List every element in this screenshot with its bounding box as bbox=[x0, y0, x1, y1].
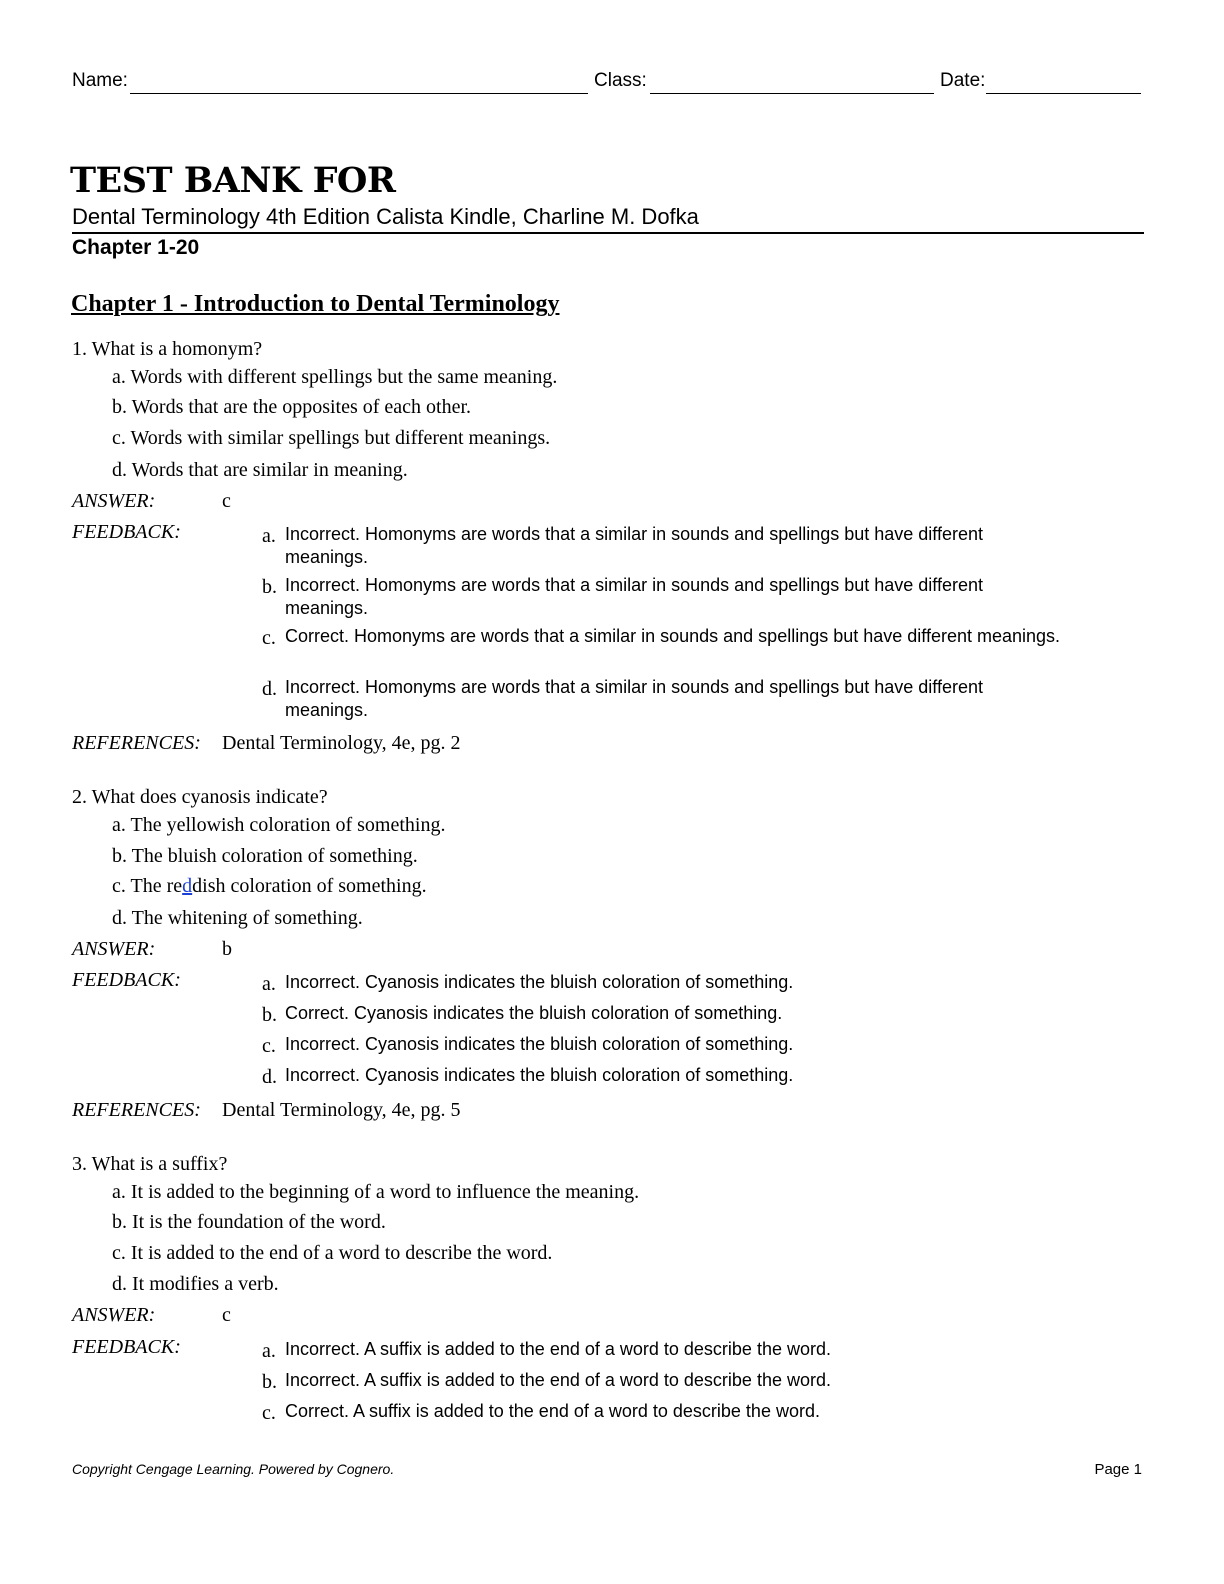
option-c-part: dish coloration of something. bbox=[192, 875, 427, 897]
name-label: Name: bbox=[72, 70, 128, 91]
feedback-letter: c. bbox=[262, 1035, 276, 1057]
answer-value: c bbox=[222, 490, 231, 512]
feedback-text: Incorrect. A suffix is added to the end of a word to describe the word. bbox=[285, 1339, 831, 1359]
feedback-letter: a. bbox=[262, 973, 276, 995]
feedback-label: FEEDBACK: bbox=[72, 969, 181, 991]
question-stem: 3. What is a suffix? bbox=[72, 1153, 228, 1175]
feedback-text: Incorrect. Cyanosis indicates the bluish coloration of something. bbox=[285, 1065, 794, 1085]
feedback-letter: b. bbox=[262, 576, 277, 598]
feedback-text: Incorrect. Homonyms are words that a similar in sounds and spellings but have different meanings. bbox=[285, 677, 984, 720]
option-c-part: c. The re bbox=[112, 875, 183, 897]
feedback-label: FEEDBACK: bbox=[72, 1336, 181, 1358]
references-label: REFERENCES: bbox=[72, 1099, 201, 1121]
feedback-letter: c. bbox=[262, 1402, 276, 1424]
option-c bbox=[112, 875, 427, 898]
answer-label: ANSWER: bbox=[72, 1304, 156, 1326]
answer-value: b bbox=[222, 938, 232, 960]
feedback-text: Incorrect. Cyanosis indicates the bluish coloration of something. bbox=[285, 1034, 794, 1054]
reference-value: Dental Terminology, 4e, pg. 2 bbox=[222, 732, 461, 754]
option-c: c. Words with similar spellings but different meanings. bbox=[112, 427, 551, 449]
option-b: b. It is the foundation of the word. bbox=[112, 1211, 386, 1233]
option-b: b. Words that are the opposites of each other. bbox=[112, 396, 472, 418]
chapter-heading: Chapter 1 - Introduction to Dental Terminology bbox=[71, 291, 560, 317]
feedback-text: Correct. Cyanosis indicates the bluish coloration of something. bbox=[285, 1003, 783, 1023]
answer-label: ANSWER: bbox=[72, 490, 156, 512]
copyright-footer: Copyright Cengage Learning. Powered by Cognero. bbox=[72, 1461, 395, 1477]
doc-subtitle: Dental Terminology 4th Edition Calista Kindle, Charline M. Dofka bbox=[72, 204, 699, 229]
feedback-label: FEEDBACK: bbox=[72, 521, 181, 543]
feedback-letter: b. bbox=[262, 1371, 277, 1393]
feedback-letter: c. bbox=[262, 627, 276, 649]
option-a: a. The yellowish coloration of something. bbox=[112, 814, 446, 836]
option-b: b. The bluish coloration of something. bbox=[112, 845, 418, 867]
option-d: d. Words that are similar in meaning. bbox=[112, 459, 408, 481]
feedback-letter: a. bbox=[262, 1340, 276, 1362]
name-field[interactable] bbox=[130, 93, 588, 94]
feedback-text: Incorrect. Homonyms are words that a similar in sounds and spellings but have different meanings. bbox=[285, 575, 984, 618]
option-a: a. It is added to the beginning of a word to influence the meaning. bbox=[112, 1181, 640, 1203]
feedback-letter: b. bbox=[262, 1004, 277, 1026]
title-divider bbox=[72, 232, 1144, 234]
page-number: Page 1 bbox=[1094, 1461, 1142, 1478]
date-label: Date: bbox=[940, 70, 986, 91]
student-info-header bbox=[72, 70, 1142, 98]
doc-title: TEST BANK FOR bbox=[70, 160, 396, 201]
class-field[interactable] bbox=[650, 93, 934, 94]
answer-label: ANSWER: bbox=[72, 938, 156, 960]
question-stem: 2. What does cyanosis indicate? bbox=[72, 786, 328, 808]
references-label: REFERENCES: bbox=[72, 732, 201, 754]
feedback-text: Correct. Homonyms are words that a similar in sounds and spellings but have different meanings. bbox=[285, 626, 1061, 646]
date-field[interactable] bbox=[986, 93, 1141, 94]
feedback-text: Correct. A suffix is added to the end of a word to describe the word. bbox=[285, 1401, 820, 1421]
feedback-letter: a. bbox=[262, 525, 276, 547]
option-d: d. It modifies a verb. bbox=[112, 1273, 279, 1295]
feedback-letter: d. bbox=[262, 1066, 277, 1088]
answer-value: c bbox=[222, 1304, 231, 1326]
question-stem: 1. What is a homonym? bbox=[72, 338, 263, 360]
class-label: Class: bbox=[594, 70, 647, 91]
feedback-text: Incorrect. A suffix is added to the end of a word to describe the word. bbox=[285, 1370, 831, 1390]
reference-value: Dental Terminology, 4e, pg. 5 bbox=[222, 1099, 461, 1121]
chapter-range: Chapter 1-20 bbox=[72, 236, 200, 259]
option-d: d. The whitening of something. bbox=[112, 907, 363, 929]
feedback-text: Incorrect. Homonyms are words that a similar in sounds and spellings but have different meanings. bbox=[285, 524, 984, 567]
feedback-letter: d. bbox=[262, 678, 277, 700]
option-a: a. Words with different spellings but the same meaning. bbox=[112, 366, 558, 388]
edit-marker-link[interactable]: d bbox=[182, 875, 193, 897]
option-c: c. It is added to the end of a word to describe the word. bbox=[112, 1242, 553, 1264]
feedback-text: Incorrect. Cyanosis indicates the bluish coloration of something. bbox=[285, 972, 794, 992]
